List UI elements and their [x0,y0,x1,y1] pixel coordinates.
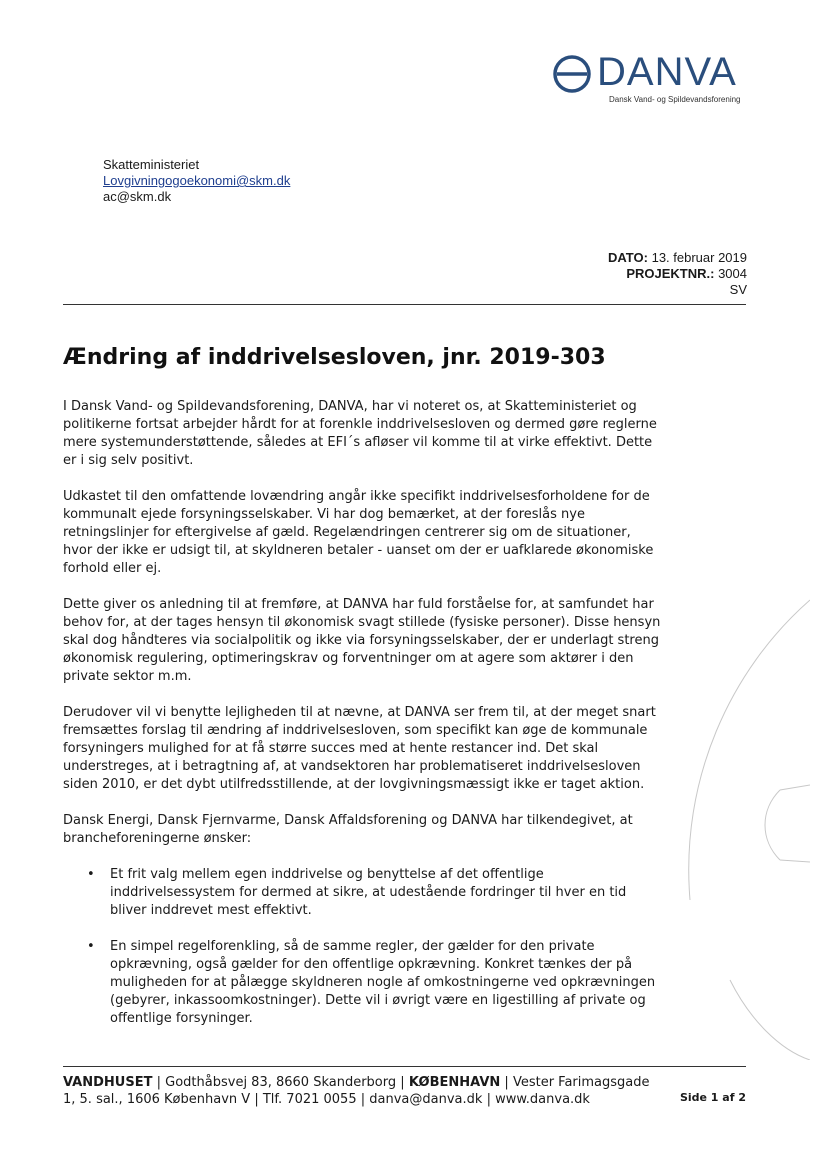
footer-email-link[interactable]: danva@danva.dk [369,1092,483,1107]
footer-sep: | [254,1092,259,1107]
list-item [63,866,663,920]
bullet-icon: • [87,867,95,882]
wishes-list [63,866,663,1028]
date-line [608,250,747,266]
recipient-block [103,157,290,205]
recipient-org: Skatteministeriet [103,157,200,172]
footer-vandhuset-label: VANDHUSET [63,1075,153,1090]
footer-web-link[interactable]: www.danva.dk [495,1092,590,1107]
project-value: 3004 [718,266,747,281]
list-item [63,938,663,1028]
date-label: DATO: [608,250,648,265]
project-label: PROJEKTNR.: [626,266,715,281]
footer-sep: | [504,1075,509,1090]
footer-kbh-label: KØBENHAVN [408,1075,501,1090]
page-number: Side 1 af 2 [679,1091,746,1104]
paragraph: Derudover vil vi benytte lejligheden til at nævne, at DANVA ser frem til, at der meget snart fremsættes forslag til ændring af inddrivelsesloven, som specifikt kan øge de kommunale forsyningers mulighed for at få større succes med at hente restancer ind. Det skal understreges, at i betragtning af, at vandsektoren har problematiseret inddrivelsesloven siden 2010, er det dybt utilfredsstillende, at der lovgivningsmæssigt ikke er taget aktion. [63,705,656,792]
list-item-text: Et frit valg mellem egen inddrivelse og benyttelse af det offentlige inddrivelsessystem for dermed at sikre, at udestående fordringer til hver en tid bliver inddrevet mest effektivt. [110,867,627,918]
letter-meta [608,250,747,298]
footer-kbh-address-1: Vester Farimagsgade [512,1075,650,1090]
footer-sep: | [360,1092,366,1107]
danva-logo [551,50,751,110]
footer-phone: Tlf. 7021 0055 [262,1092,357,1107]
recipient-email-2: ac@skm.dk [103,189,172,204]
footer-line-2 [63,1091,663,1108]
bullet-icon: • [87,939,95,954]
danva-logo-icon [551,54,593,94]
document-title: Ændring af inddrivelsesloven, jnr. 2019-303 [63,345,606,370]
initials: SV [729,282,747,297]
footer-sep: | [156,1075,161,1090]
footer-sep: | [400,1075,405,1090]
project-line [608,266,747,282]
paragraph: I Dansk Vand- og Spildevandsforening, DANVA, har vi noteret os, at Skatteministeriet og politikerne fortsat arbejder hårdt for at forenkle inddrivelsesloven og dermed gøre reglerne mere systemunderstøttende, således at EFI´s afløser vil komme til at virke effektivt. Dette er i sig selv positivt. [63,399,657,468]
footer [63,1074,663,1108]
footer-vandhuset-address: Godthåbsvej 83, 8660 Skanderborg [165,1075,397,1090]
footer-line-1 [63,1074,663,1091]
paragraph: Dansk Energi, Dansk Fjernvarme, Dansk Affaldsforening og DANVA har tilkendegivet, at brancheforeningerne ønsker: [63,813,633,846]
logo-tagline: Dansk Vand- og Spildevandsforening [609,95,741,104]
list-item-text: En simpel regelforenkling, så de samme regler, der gælder for den private opkrævning, også gælder for den offentlige opkrævning. Konkret tænkes der på muligheden for at pålægge skyldneren nogle af omkostningerne ved opkrævningen (gebyrer, inkassoomkostninger). Dette vil i øvrigt være en ligestilling af private og offentlige forsyninger. [110,939,656,1026]
recipient-email-link[interactable]: Lovgivningogoekonomi@skm.dk [103,173,291,188]
header-divider [63,304,746,305]
paragraph: Dette giver os anledning til at fremføre, at DANVA har fuld forståelse for, at samfundet har behov for, at der tages hensyn til økonomisk svagt stillede (fysiske personer). Disse hensyn skal dog håndteres via socialpolitik og ikke via forsyningsselskaber, der er underlagt streng økonomisk regulering, optimeringskrav og forventninger om at agere som aktører i den private sektor m.m. [63,597,661,684]
footer-sep: | [486,1092,491,1107]
watermark-emblem-icon [670,580,810,1060]
date-value: 13. februar 2019 [651,250,747,265]
logo-wordmark: DANVA [597,50,737,94]
letter-body [63,398,663,1046]
footer-kbh-address-2: 1, 5. sal., 1606 København V [63,1092,251,1107]
paragraph: Udkastet til den omfattende lovændring angår ikke specifikt inddrivelsesforholdene for de kommunalt ejede forsyningsselskaber. Vi har dog bemærket, at der foreslås nye retningslinjer for eftergivelse af gæld. Regelændringen centrerer sig om de situationer, hvor der ikke er udsigt til, at skyldneren betaler - uanset om der er uafklarede økonomiske forhold eller ej. [63,489,654,576]
footer-divider [63,1066,746,1067]
